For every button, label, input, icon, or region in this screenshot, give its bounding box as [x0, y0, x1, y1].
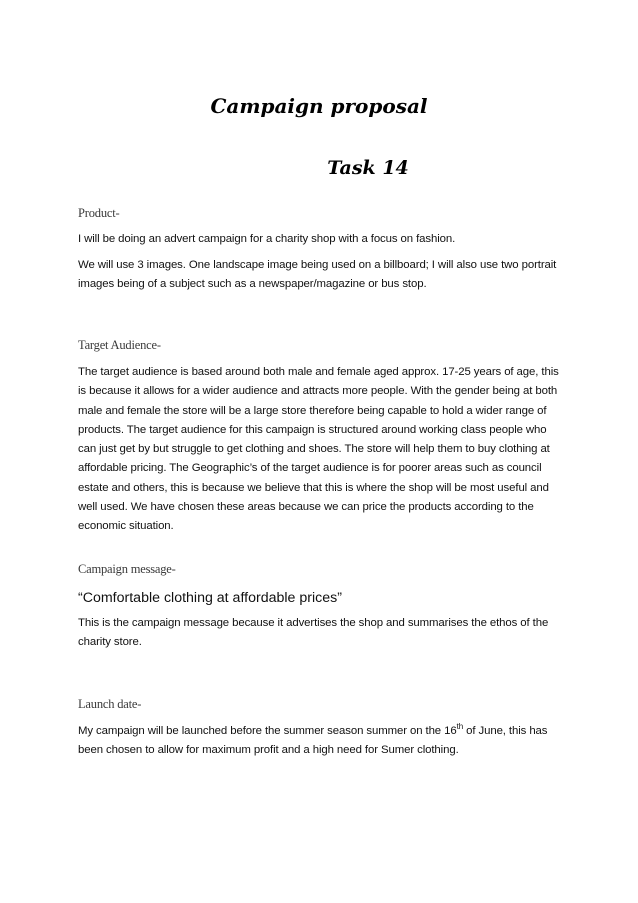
- section-heading-launch-date: Launch date-: [78, 697, 142, 711]
- task-title-text: Task 14: [327, 157, 409, 179]
- document-title: Campaign proposal: [210, 94, 428, 118]
- product-paragraph-1: I will be doing an advert campaign for a charity shop with a focus on fashion.: [78, 233, 456, 245]
- campaign-message-quote: “Comfortable clothing at affordable prices”: [78, 590, 342, 606]
- task-title: [0, 157, 638, 179]
- section-heading-target-audience: Target Audience-: [78, 338, 161, 352]
- campaign-message-paragraph: This is the campaign message because it advertises the shop and summarises the ethos of the charity store.: [78, 617, 549, 649]
- launch-date-text-before: My campaign will be launched before the summer season summer on the 16: [78, 725, 457, 737]
- section-heading-product: Product-: [78, 206, 120, 220]
- launch-date-text-after: of June, this has been chosen to allow for maximum profit and a high need for Sumer clothing.: [78, 725, 548, 757]
- target-audience-paragraph: The target audience is based around both male and female aged approx. 17-25 years of age, this is because it allows for a wider audience and attracts more people. With the gender being at both male and female the store will be a large store therefore being capable to hold a wider range of products. The target audience for this campaign is structured around working class people who can just get by but struggle to get clothing and shoes. The store will help them to buy clothing at affordable pricing. The Geographic’s of the target audience is for poorer areas such as council estate and others, this is because we believe that this is where the shop will be most useful and well used. We have chosen these areas because we can price the products according to the economic situation.: [78, 366, 559, 533]
- section-heading-campaign-message: Campaign message-: [78, 562, 176, 576]
- product-paragraph-2: We will use 3 images. One landscape image being used on a billboard; I will also use two portrait images being of a subject such as a newspaper/magazine or bus stop.: [78, 259, 557, 291]
- launch-date-paragraph: [78, 722, 562, 761]
- ordinal-suffix: th: [456, 722, 464, 732]
